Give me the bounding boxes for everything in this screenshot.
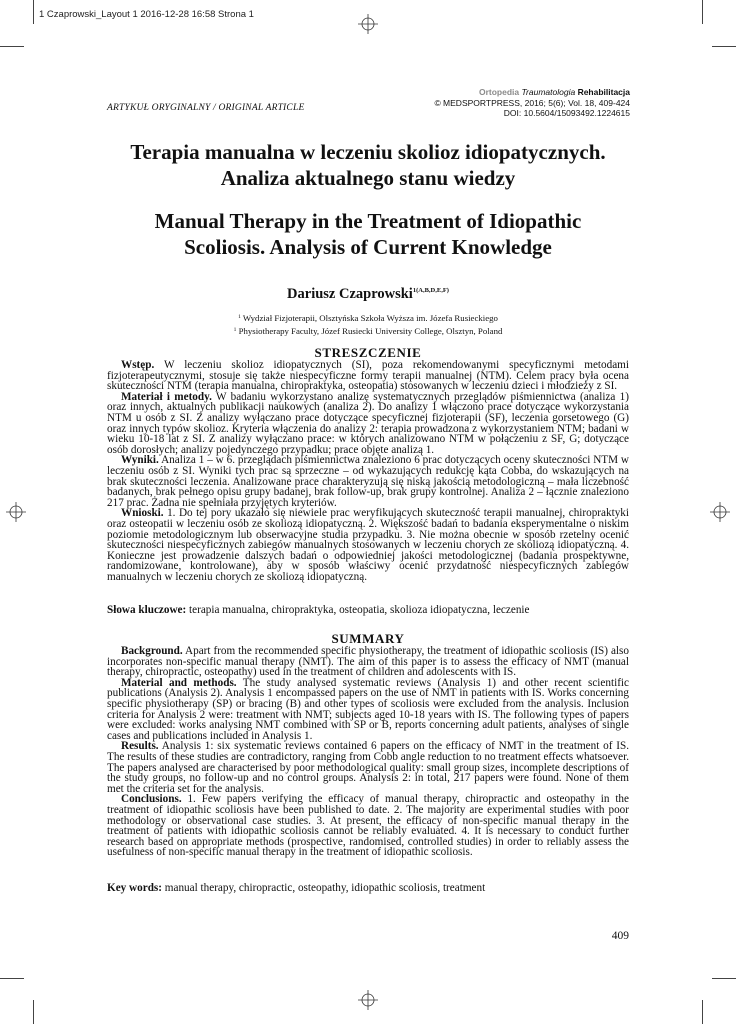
abstract-paragraph: Conclusions. 1. Few papers verifying the efficacy of manual therapy, chiropractic and osteopathy in the treatment of idiopathic scoliosis have been published to date. 2. The majority are experimental studies with poor methodology or observational case studies. 3. At present, the efficacy of non-specific manual therapy in the treatment of patients with idiopathic scoliosis cannot be reliably evaluated. 4. It is necessary to conduct further research based on appropriate methods (prospective, randomised, controlled studies) in order to reliably assess the usefulness of non-specific manual therapy in the treatment of idiopathic scoliosis. — [107, 793, 629, 859]
streszczenie-heading: STRESZCZENIE — [314, 345, 422, 360]
english-title-line2: Scoliosis. Analysis of Current Knowledge — [184, 235, 552, 259]
registration-mark-icon — [6, 502, 26, 522]
registration-mark-icon — [710, 502, 730, 522]
abstract-paragraph: Material and methods. The study analysed systematic reviews (Analysis 1) and other recent scientific publications (Analysis 2). Analysis 1 encompassed papers on the use of NMT in patients with IS. Works concerning specific physiotherapy (SP) or bracing (B) and other types of scoliosis were excluded from the analysis. Inclusion criteria for Analysis 2 were: treatment with NMT; subjects aged 10-18 years with IS. The following types of papers were excluded: works analysing NMT combined with SP or B, reports concerning adult patients, analyses of single cases and publications included in Analysis 1. — [107, 676, 629, 742]
affiliations — [107, 312, 629, 337]
polish-title-line2: Analiza aktualnego stanu wiedzy — [220, 166, 516, 190]
author-name: Dariusz Czaprowski — [287, 286, 413, 302]
author-contribution: 1(A,B,D,E,F) — [412, 287, 449, 294]
registration-mark-icon — [358, 990, 378, 1010]
printer-slug: 1 Czaprowski_Layout 1 2016-12-28 16:58 Strona 1 — [39, 9, 254, 20]
journal-info — [434, 87, 630, 119]
abstract-paragraph: Wyniki. Analiza 1 – w 6. przeglądach piśmiennictwa znaleziono 6 prac dotyczących oceny skuteczności NTM w leczeniu osób z SI. Wyniki tych prac są sprzeczne – od wykazujących redukcję kąta Cobba, do wskazujących na brak skuteczności leczenia. Analizowane prace charakteryzują się niską jakością metodologiczną – mała liczebność badanych, brak pełnego opisu grupy badanej, brak follow-up, brak grupy kontrolnej. Analiza 2 – łącznie znaleziono 217 prac. Żadna nie spełniała przyjętych kryteriów. — [107, 454, 629, 509]
article-type-label: ARTYKUŁ ORYGINALNY / ORIGINAL ARTICLE — [107, 103, 305, 113]
crop-mark — [0, 46, 24, 47]
english-title — [107, 208, 629, 260]
crop-mark — [712, 46, 736, 47]
crop-mark — [0, 978, 24, 979]
journal-citation: © MEDSPORTPRESS, 2016; 5(6); Vol. 18, 409-424 — [434, 97, 630, 108]
crop-mark — [33, 0, 34, 24]
english-title-line1: Manual Therapy in the Treatment of Idiopathic — [154, 209, 582, 233]
abstract-paragraph: Materiał i metody. W badaniu wykorzystano analizę systematycznych przeglądów piśmiennictwa (analiza 1) oraz innych, aktualnych publikacji naukowych (analiza 2). Do analizy 1 włączono prace dotyczące wykorzystania NTM u osób z SI. Z analizy wyłączano prace dotyczące specyficznej fizjoterapii (SF), leczenia gorsetowego (G) oraz innych typów skolioz. Kryteria włączenia do analizy 2: terapia prowadzona z wykorzystaniem NTM; badani w wieku 10-18 lat z SI. Z analizy wyłączano prace: w których analizowano NTM w połączeniu z SF, G; dotyczące osób dorosłych; analizy pojedynczego przypadku; prace objęte analizą 1. — [107, 390, 629, 456]
crop-mark — [702, 0, 703, 24]
keywords-label: Słowa kluczowe: — [107, 604, 187, 616]
keywords-english — [107, 882, 629, 894]
streszczenie-body — [107, 360, 629, 582]
summary-heading: SUMMARY — [331, 631, 405, 646]
page-number: 409 — [611, 930, 629, 942]
keywords-label: Key words: — [107, 882, 162, 894]
crop-mark — [33, 1000, 34, 1024]
keywords-polish — [107, 604, 629, 616]
crop-mark — [702, 1000, 703, 1024]
doi: DOI: 10.5604/15093492.1224615 — [503, 108, 630, 118]
keywords-list: manual therapy, chiropractic, osteopathy, idiopathic scoliosis, treatment — [162, 882, 486, 894]
abstract-paragraph: Wnioski. 1. Do tej pory ukazało się niewiele prac weryfikujących skuteczność terapii manualnej, chiropraktyki oraz osteopatii w leczeniu osób ze skoliozą idiopatyczną. 2. Większość badań to badania eksperymentalne o niskim poziomie metodologicznym lub obserwacyjne studia przypadku. 3. Nie można obecnie w sposób rzetelny ocenić skuteczności niespecyficznych zabiegów manualnych stosowanych w leczeniu chorych ze skoliozą idiopatyczną. 4. Konieczne jest prowadzenie dalszych badań o odpowiedniej jakości metodologicznej (badania prospektywne, randomizowane, kontrolowane), aby w sposób właściwy ocenić przydatność niespecyficznych zabiegów manualnych w leczeniu chorych ze skoliozą idiopatyczną. — [107, 507, 629, 583]
journal-name-traumatologia: Traumatologia — [521, 87, 576, 97]
summary-body — [107, 646, 629, 858]
abstract-paragraph: Wstęp. W leczeniu skolioz idiopatycznych (SI), poza rekomendowanymi specyficznymi metodami fizjoterapeutycznymi, stosuje się także niespecyficzne formy terapii manualnej (NTM). Celem pracy była ocena skuteczności NTM (terapia manualna, chiropraktyka, osteopatia) stosowanych w leczeniu dzieci i młodzieży z SI. — [107, 359, 629, 393]
affiliation-english: $^1$ Physiotherapy Faculty, Józef Rusiecki University College, Olsztyn, Poland — [233, 325, 503, 336]
polish-title — [107, 139, 629, 191]
abstract-paragraph: Results. Analysis 1: six systematic reviews contained 6 papers on the efficacy of NMT in the treatment of IS. The results of these studies are contradictory, ranging from Cobb angle reduction to no treatment effects whatsoever. The papers analysed are characterised by poor methodological quality: small group sizes, incomplete descriptions of the study groups, no follow-up and no control groups. Analysis 2: in total, 217 papers were found. None of them met the criteria set for the analysis. — [107, 740, 629, 795]
keywords-list: terapia manualna, chiropraktyka, osteopatia, skolioza idiopatyczna, leczenie — [186, 604, 530, 616]
registration-mark-icon — [358, 14, 378, 34]
abstract-paragraph: Background. Apart from the recommended specific physiotherapy, the treatment of idiopathic scoliosis (IS) also incorporates non-specific manual therapy (NMT). The aim of this paper is to assess the efficacy of NMT (manual therapy, chiropractic, osteopathy) used in the treatment of children and adolescents with IS. — [107, 645, 629, 679]
affiliation-polish: $^1$ Wydział Fizjoterapii, Olsztyńska Szkoła Wyższa im. Józefa Rusieckiego — [238, 313, 498, 323]
crop-mark — [712, 978, 736, 979]
author — [107, 286, 629, 303]
polish-title-line1: Terapia manualna w leczeniu skolioz idiopatycznych. — [130, 140, 606, 164]
journal-name-rehabilitacja: Rehabilitacja — [577, 87, 630, 97]
journal-name-ortopedia: Ortopedia — [478, 87, 520, 97]
